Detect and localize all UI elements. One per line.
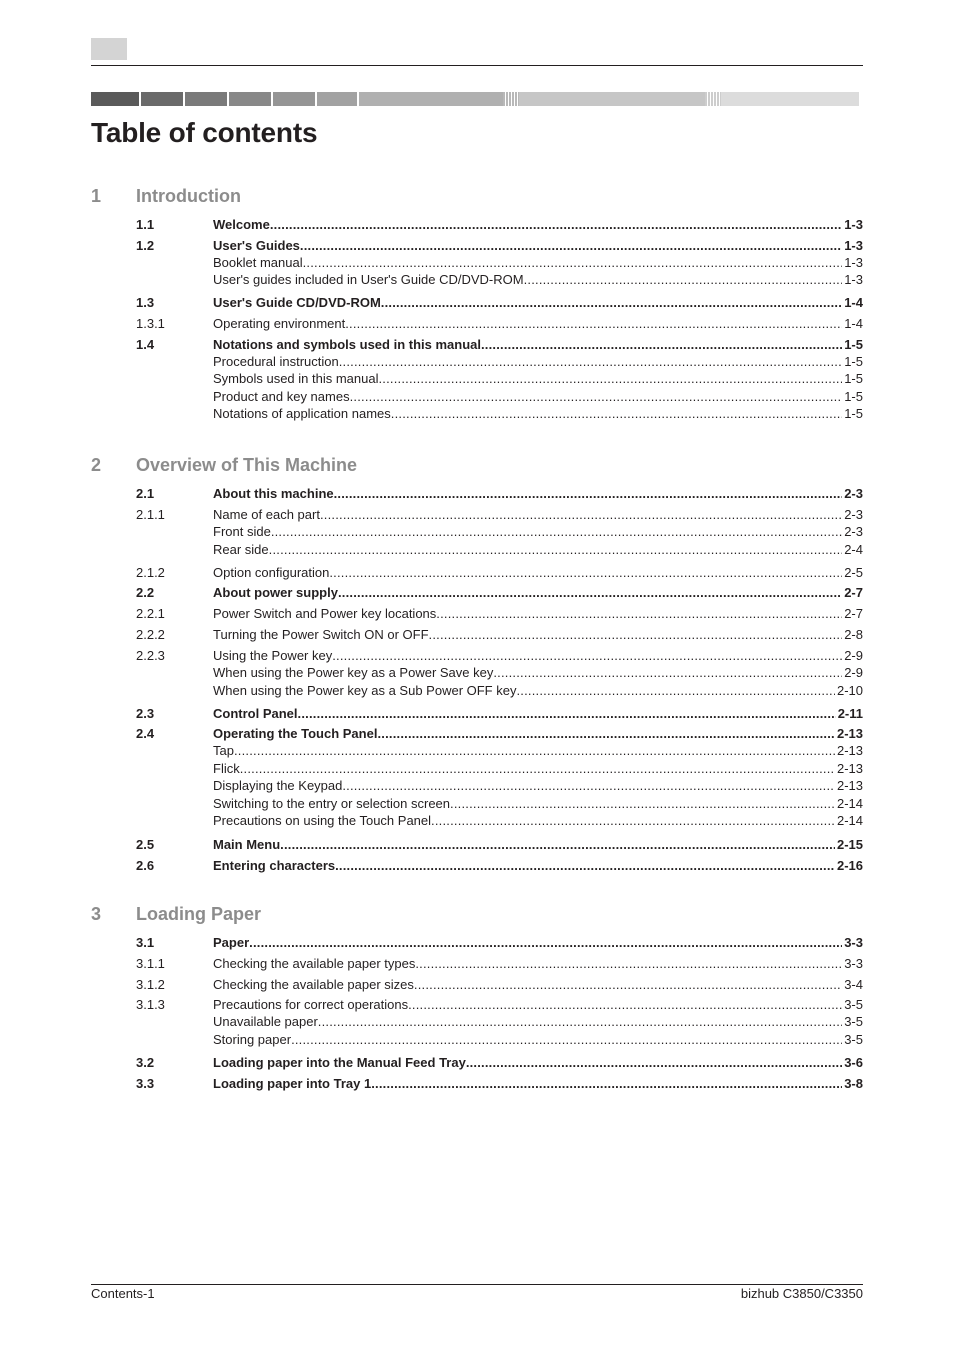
toc-entry-title: Entering characters [213, 858, 336, 873]
toc-entry-title: Operating environment [213, 316, 346, 331]
chapter-number: 1 [91, 186, 102, 206]
toc-entry-line [213, 541, 863, 559]
dot-leader [234, 742, 835, 760]
toc-entry-line [213, 523, 863, 541]
toc-entry-number: 2.4 [136, 726, 155, 741]
toc-entry[interactable] [136, 315, 863, 333]
header-rule [91, 65, 863, 66]
toc-entry-title: Notations of application names [213, 406, 391, 421]
toc-entry[interactable] [136, 405, 863, 423]
chapter-title: Loading Paper [136, 904, 262, 924]
toc-entry-number: 2.2.2 [136, 627, 165, 642]
toc-entry[interactable] [136, 485, 863, 503]
toc-entry-line [213, 777, 863, 795]
dot-leader [270, 216, 842, 234]
toc-entry-line [213, 934, 863, 952]
chapter-title: Overview of This Machine [136, 455, 358, 475]
toc-entry[interactable] [136, 506, 863, 524]
toc-entry-number: 2.2.3 [136, 648, 165, 663]
toc-entry-page: 3-4 [844, 977, 863, 992]
toc-entry-page: 2-3 [844, 524, 863, 539]
toc-entry-page: 1-5 [844, 406, 863, 421]
toc-entry-title: Loading paper into the Manual Feed Tray [213, 1055, 466, 1070]
toc-entry-page: 2-15 [836, 837, 863, 852]
toc-entry[interactable] [136, 216, 863, 234]
toc-entry-page: 2-14 [836, 813, 863, 828]
toc-entry-line [213, 1031, 863, 1049]
toc-entry[interactable] [136, 857, 863, 875]
toc-entry-line [213, 1075, 863, 1093]
toc-entry-title: Using the Power key [213, 648, 333, 663]
toc-entry-page: 3-3 [844, 956, 863, 971]
toc-entry[interactable] [136, 353, 863, 371]
toc-entry-page: 2-14 [836, 796, 863, 811]
toc-entry-title: Welcome [213, 217, 270, 232]
dot-leader [391, 405, 842, 423]
toc-entry-title: Front side [213, 524, 271, 539]
toc-entry-line [213, 857, 863, 875]
toc-entry-title: When using the Power key as a Power Save key [213, 665, 494, 680]
dot-leader [481, 336, 842, 354]
toc-entry[interactable] [136, 705, 863, 723]
toc-entry-line [213, 836, 863, 854]
toc-entry-number: 2.1.2 [136, 565, 165, 580]
toc-entry-number: 2.2 [136, 585, 155, 600]
dot-leader [335, 857, 835, 875]
toc-entry[interactable] [136, 237, 863, 255]
toc-entry-number: 2.1.1 [136, 507, 165, 522]
toc-entry[interactable] [136, 254, 863, 272]
dot-leader [415, 955, 842, 973]
toc-entry-line [213, 271, 863, 289]
toc-entry[interactable] [136, 996, 863, 1014]
dot-leader [318, 1013, 842, 1031]
toc-entry-page: 1-3 [844, 217, 863, 232]
toc-entry-page: 2-4 [844, 542, 863, 557]
toc-entry-number: 1.1 [136, 217, 155, 232]
decorative-gradient-bar [91, 92, 863, 106]
toc-entry-title: Loading paper into Tray 1 [213, 1076, 372, 1091]
toc-entry[interactable] [136, 742, 863, 760]
toc-entry-page: 2-11 [837, 706, 863, 721]
toc-entry-title: Flick [213, 761, 240, 776]
toc-entry-title: Turning the Power Switch ON or OFF [213, 627, 429, 642]
toc-entry-line [213, 682, 863, 700]
dot-leader [249, 934, 842, 952]
toc-entry-title: Precautions for correct operations [213, 997, 409, 1012]
dot-leader [320, 506, 842, 524]
toc-entry-page: 1-4 [844, 316, 863, 331]
toc-entry-line [213, 626, 863, 644]
toc-entry[interactable] [136, 777, 863, 795]
toc-entry-line [213, 315, 863, 333]
toc-entry-line [213, 725, 863, 743]
toc-entry-line [213, 506, 863, 524]
dot-leader [338, 584, 842, 602]
toc-entry-line [213, 353, 863, 371]
toc-entry[interactable] [136, 934, 863, 952]
toc-entry-page: 3-3 [844, 935, 863, 950]
dot-leader [493, 664, 842, 682]
dot-leader [280, 836, 835, 854]
toc-entry-page: 2-13 [836, 726, 863, 741]
toc-entry-title: Switching to the entry or selection screen [213, 796, 451, 811]
toc-entry-title: Rear side [213, 542, 269, 557]
toc-entry-line [213, 955, 863, 973]
toc-entry[interactable] [136, 1031, 863, 1049]
dot-leader [339, 353, 842, 371]
toc-entry-page: 2-7 [844, 585, 863, 600]
toc-entry-page: 2-8 [844, 627, 863, 642]
toc-entry-line [213, 1013, 863, 1031]
toc-entry-line [213, 647, 863, 665]
dot-leader [414, 976, 842, 994]
dot-leader [332, 647, 842, 665]
toc-entry[interactable] [136, 294, 863, 312]
toc-entry-number: 1.2 [136, 238, 155, 253]
toc-entry-line [213, 388, 863, 406]
toc-entry-title: When using the Power key as a Sub Power OFF key [213, 683, 517, 698]
toc-entry-page: 1-3 [844, 272, 863, 287]
dot-leader [342, 777, 835, 795]
dot-leader [269, 541, 843, 559]
toc-entry-title: Procedural instruction [213, 354, 339, 369]
toc-entry-page: 2-13 [836, 778, 863, 793]
toc-entry-title: Power Switch and Power key locations [213, 606, 437, 621]
toc-entry-line [213, 976, 863, 994]
dot-leader [378, 370, 842, 388]
toc-entry-page: 1-5 [844, 389, 863, 404]
toc-entry-title: Operating the Touch Panel [213, 726, 378, 741]
toc-entry[interactable] [136, 664, 863, 682]
dot-leader [524, 271, 843, 289]
toc-entry-line [213, 812, 863, 830]
toc-entry-title: User's Guide CD/DVD-ROM [213, 295, 381, 310]
toc-entry-title: Unavailable paper [213, 1014, 318, 1029]
toc-entry-title: Checking the available paper sizes [213, 977, 414, 992]
dot-leader [271, 523, 842, 541]
toc-entry-title: About this machine [213, 486, 334, 501]
toc-entry-title: Product and key names [213, 389, 350, 404]
toc-entry-page: 1-4 [844, 295, 863, 310]
toc-entry-line [213, 760, 863, 778]
page-title: Table of contents [91, 117, 318, 148]
dot-leader [516, 682, 835, 700]
toc-entry-page: 2-9 [844, 665, 863, 680]
dot-leader [429, 626, 843, 644]
toc-entry-page: 2-5 [844, 565, 863, 580]
footer-product-name: bizhub C3850/C3350 [740, 1286, 863, 1301]
toc-entry-page: 1-5 [844, 371, 863, 386]
toc-entry-line [213, 370, 863, 388]
toc-entry-title: Precautions on using the Touch Panel [213, 813, 432, 828]
toc-entry-line [213, 664, 863, 682]
toc-entry-line [213, 336, 863, 354]
chapter-number: 3 [91, 904, 102, 924]
toc-entry-title: Paper [213, 935, 250, 950]
dot-leader [345, 315, 842, 333]
toc-entry-title: Checking the available paper types [213, 956, 416, 971]
toc-entry-page: 3-5 [844, 997, 863, 1012]
dot-leader [291, 1031, 842, 1049]
toc-entry-line [213, 485, 863, 503]
toc-entry-line [213, 216, 863, 234]
toc-entry-number: 2.2.1 [136, 606, 165, 621]
toc-entry-title: Tap [213, 743, 234, 758]
toc-entry[interactable] [136, 795, 863, 813]
toc-entry-page: 3-6 [844, 1055, 863, 1070]
dot-leader [303, 254, 843, 272]
toc-entry-title: User's guides included in User's Guide CD/DVD-ROM [213, 272, 524, 287]
dot-leader [377, 725, 835, 743]
footer-rule [91, 1284, 863, 1285]
toc-entry[interactable] [136, 976, 863, 994]
toc-entry[interactable] [136, 955, 863, 973]
toc-entry-page: 2-10 [836, 683, 863, 698]
toc-entry-page: 1-3 [844, 255, 863, 270]
toc-entry-number: 3.2 [136, 1055, 155, 1070]
toc-entry-number: 3.3 [136, 1076, 155, 1091]
toc-entry-number: 1.4 [136, 337, 155, 352]
dot-leader [240, 760, 835, 778]
toc-entry-title: Displaying the Keypad [213, 778, 343, 793]
dot-leader [350, 388, 843, 406]
toc-entry-number: 2.5 [136, 837, 155, 852]
toc-entry[interactable] [136, 605, 863, 623]
toc-entry-line [213, 294, 863, 312]
toc-entry[interactable] [136, 584, 863, 602]
toc-entry-title: Main Menu [213, 837, 281, 852]
toc-entry-number: 3.1.3 [136, 997, 165, 1012]
toc-entry-line [213, 564, 863, 582]
toc-entry-title: Option configuration [213, 565, 330, 580]
toc-entry-number: 3.1 [136, 935, 155, 950]
toc-entry-line [213, 405, 863, 423]
toc-entry-number: 1.3 [136, 295, 155, 310]
toc-entry-page: 2-13 [836, 761, 863, 776]
toc-entry-title: Control Panel [213, 706, 298, 721]
toc-entry-line [213, 237, 863, 255]
chapter-title: Introduction [136, 186, 241, 206]
toc-entry-number: 2.1 [136, 486, 155, 501]
toc-entry[interactable] [136, 1075, 863, 1093]
toc-entry-page: 3-5 [844, 1032, 863, 1047]
toc-entry[interactable] [136, 541, 863, 559]
chapter-number: 2 [91, 455, 102, 475]
toc-entry-title: User's Guides [213, 238, 300, 253]
dot-leader [329, 564, 842, 582]
toc-entry-page: 1-5 [844, 354, 863, 369]
toc-entry-number: 1.3.1 [136, 316, 165, 331]
toc-entry-page: 1-5 [844, 337, 863, 352]
toc-entry-number: 2.3 [136, 706, 155, 721]
toc-entry-title: Notations and symbols used in this manual [213, 337, 481, 352]
toc-entry[interactable] [136, 1013, 863, 1031]
toc-entry[interactable] [136, 725, 863, 743]
toc-entry-page: 2-9 [844, 648, 863, 663]
toc-entry-line [213, 605, 863, 623]
toc-entry-page: 2-7 [844, 606, 863, 621]
dot-leader [466, 1054, 842, 1072]
toc-entry-line [213, 254, 863, 272]
toc-entry-line [213, 795, 863, 813]
toc-entry[interactable] [136, 336, 863, 354]
toc-entry[interactable] [136, 388, 863, 406]
dot-leader [371, 1075, 842, 1093]
toc-entry-title: Name of each part [213, 507, 320, 522]
dot-leader [334, 485, 843, 503]
toc-entry-line [213, 584, 863, 602]
toc-entry-page: 2-3 [844, 486, 863, 501]
toc-entry[interactable] [136, 1054, 863, 1072]
corner-tab [91, 38, 127, 60]
dot-leader [450, 795, 835, 813]
toc-entry-page: 1-3 [844, 238, 863, 253]
toc-entry-line [213, 705, 863, 723]
toc-entry-line [213, 1054, 863, 1072]
toc-entry-title: About power supply [213, 585, 338, 600]
toc-entry[interactable] [136, 523, 863, 541]
toc-entry-page: 2-16 [836, 858, 863, 873]
toc-entry[interactable] [136, 271, 863, 289]
dot-leader [300, 237, 842, 255]
toc-entry-number: 2.6 [136, 858, 155, 873]
toc-entry[interactable] [136, 647, 863, 665]
toc-entry[interactable] [136, 760, 863, 778]
dot-leader [298, 705, 836, 723]
toc-entry-number: 3.1.2 [136, 977, 165, 992]
dot-leader [436, 605, 842, 623]
toc-entry-line [213, 742, 863, 760]
toc-entry-page: 2-3 [844, 507, 863, 522]
toc-entry-title: Symbols used in this manual [213, 371, 379, 386]
dot-leader [408, 996, 842, 1014]
toc-entry-page: 3-8 [844, 1076, 863, 1091]
toc-entry-title: Storing paper [213, 1032, 292, 1047]
toc-entry-line [213, 996, 863, 1014]
dot-leader [431, 812, 835, 830]
toc-entry-title: Booklet manual [213, 255, 303, 270]
dot-leader [381, 294, 842, 312]
footer-page-label: Contents-1 [91, 1286, 155, 1301]
toc-entry[interactable] [136, 370, 863, 388]
toc-entry[interactable] [136, 564, 863, 582]
toc-entry[interactable] [136, 836, 863, 854]
toc-entry-page: 3-5 [844, 1014, 863, 1029]
toc-entry[interactable] [136, 626, 863, 644]
toc-entry-number: 3.1.1 [136, 956, 165, 971]
toc-entry[interactable] [136, 812, 863, 830]
toc-entry-page: 2-13 [836, 743, 863, 758]
toc-entry[interactable] [136, 682, 863, 700]
